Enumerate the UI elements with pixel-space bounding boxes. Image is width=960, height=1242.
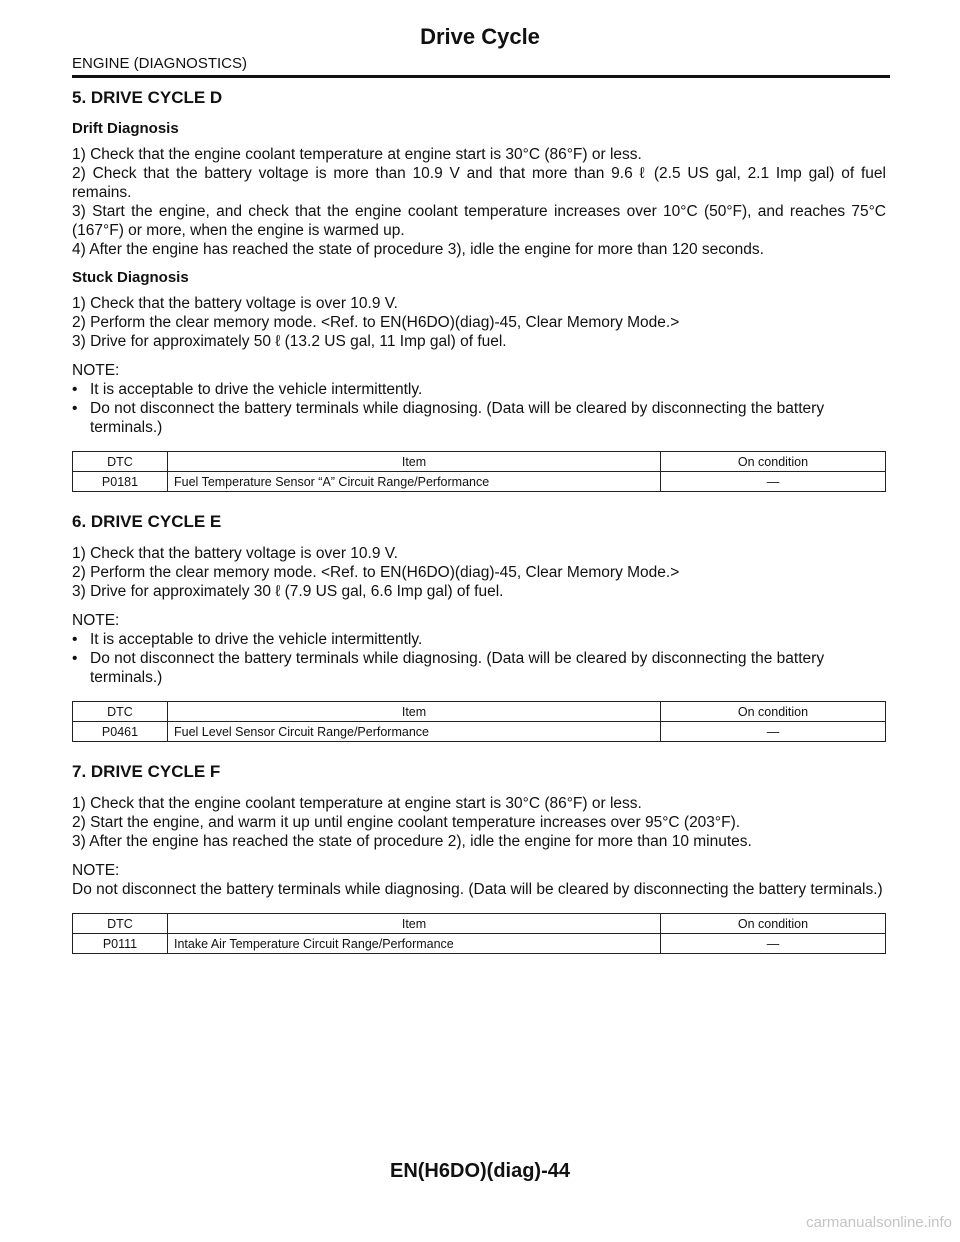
column-header-item: Item bbox=[168, 452, 661, 472]
subsection-heading: Drift Diagnosis bbox=[72, 120, 179, 137]
column-header-on-condition: On condition bbox=[661, 452, 886, 472]
column-header-on-condition: On condition bbox=[661, 702, 886, 722]
step-list bbox=[72, 794, 886, 851]
column-header-dtc: DTC bbox=[73, 452, 168, 472]
page-title: Drive Cycle bbox=[420, 24, 540, 49]
note-block bbox=[72, 861, 886, 899]
page-number: EN(H6DO)(diag)-44 bbox=[389, 1160, 570, 1182]
step-item: 1) Check that the engine coolant temperature at engine start is 30°C (86°F) or less. bbox=[72, 146, 642, 163]
step-list bbox=[72, 145, 886, 259]
table-header-row bbox=[73, 452, 886, 472]
note-label: NOTE: bbox=[72, 862, 120, 879]
note-bullet bbox=[72, 380, 886, 399]
table-row bbox=[73, 722, 886, 742]
note-block bbox=[72, 611, 886, 687]
dtc-code: P0111 bbox=[73, 934, 168, 954]
column-header-dtc: DTC bbox=[73, 702, 168, 722]
dtc-table bbox=[72, 451, 886, 492]
note-label: NOTE: bbox=[72, 362, 120, 379]
note-text: It is acceptable to drive the vehicle intermittently. bbox=[90, 381, 423, 398]
dtc-table bbox=[72, 701, 886, 742]
bullet-icon: • bbox=[72, 631, 78, 648]
note-text: It is acceptable to drive the vehicle intermittently. bbox=[90, 631, 423, 648]
note-bullet bbox=[72, 630, 886, 649]
column-header-item: Item bbox=[168, 702, 661, 722]
dtc-on-condition: — bbox=[661, 722, 886, 742]
step-item: 1) Check that the battery voltage is over 10.9 V. bbox=[72, 545, 398, 562]
header-divider bbox=[72, 75, 890, 78]
step-item: 3) After the engine has reached the state of procedure 2), idle the engine for more than 10 minutes. bbox=[72, 833, 752, 850]
table-header-row bbox=[73, 914, 886, 934]
dtc-item: Fuel Temperature Sensor “A” Circuit Range/Performance bbox=[168, 472, 661, 492]
bullet-icon: • bbox=[72, 650, 78, 667]
step-item: 2) Perform the clear memory mode. <Ref. to EN(H6DO)(diag)-45, Clear Memory Mode.> bbox=[72, 314, 680, 331]
dtc-code: P0181 bbox=[73, 472, 168, 492]
dtc-item: Fuel Level Sensor Circuit Range/Performance bbox=[168, 722, 661, 742]
section-heading: 7. DRIVE CYCLE F bbox=[72, 762, 221, 781]
note-text: Do not disconnect the battery terminals while diagnosing. (Data will be cleared by disconnecting the battery terminals.) bbox=[90, 650, 825, 686]
dtc-code: P0461 bbox=[73, 722, 168, 742]
dtc-item: Intake Air Temperature Circuit Range/Performance bbox=[168, 934, 661, 954]
step-item: 2) Start the engine, and warm it up until engine coolant temperature increases over 95°C (203°F). bbox=[72, 814, 741, 831]
step-item: 1) Check that the battery voltage is over 10.9 V. bbox=[72, 295, 398, 312]
step-item: 3) Drive for approximately 30 ℓ (7.9 US gal, 6.6 Imp gal) of fuel. bbox=[72, 583, 504, 600]
table-row bbox=[73, 934, 886, 954]
dtc-on-condition: — bbox=[661, 934, 886, 954]
dtc-table bbox=[72, 913, 886, 954]
column-header-item: Item bbox=[168, 914, 661, 934]
step-item: 2) Perform the clear memory mode. <Ref. to EN(H6DO)(diag)-45, Clear Memory Mode.> bbox=[72, 564, 680, 581]
step-item: 2) Check that the battery voltage is more than 10.9 V and that more than 9.6 ℓ (2.5 US gal, 2.1 Imp gal) of fuel remains. bbox=[72, 165, 886, 201]
step-list bbox=[72, 294, 886, 351]
note-text: Do not disconnect the battery terminals while diagnosing. (Data will be cleared by disconnecting the battery terminals.) bbox=[72, 881, 883, 898]
bullet-icon: • bbox=[72, 400, 78, 417]
dtc-on-condition: — bbox=[661, 472, 886, 492]
step-item: 3) Start the engine, and check that the engine coolant temperature increases over 10°C (50°F), and reaches 75°C (167°F) or more, when the engine is warmed up. bbox=[72, 203, 886, 239]
note-label: NOTE: bbox=[72, 612, 120, 629]
table-header-row bbox=[73, 702, 886, 722]
note-text: Do not disconnect the battery terminals while diagnosing. (Data will be cleared by disconnecting the battery terminals.) bbox=[90, 400, 825, 436]
section-heading: 5. DRIVE CYCLE D bbox=[72, 88, 223, 107]
note-block bbox=[72, 361, 886, 437]
subsection-heading: Stuck Diagnosis bbox=[72, 269, 189, 286]
step-item: 3) Drive for approximately 50 ℓ (13.2 US gal, 11 Imp gal) of fuel. bbox=[72, 333, 507, 350]
table-row bbox=[73, 472, 886, 492]
step-item: 1) Check that the engine coolant temperature at engine start is 30°C (86°F) or less. bbox=[72, 795, 642, 812]
watermark-text: carmanualsonline.info bbox=[806, 1214, 952, 1231]
step-item: 4) After the engine has reached the state of procedure 3), idle the engine for more than 120 seconds. bbox=[72, 241, 764, 258]
section-label: ENGINE (DIAGNOSTICS) bbox=[72, 55, 248, 72]
column-header-dtc: DTC bbox=[73, 914, 168, 934]
bullet-icon: • bbox=[72, 381, 78, 398]
page-content bbox=[72, 88, 886, 974]
section-heading: 6. DRIVE CYCLE E bbox=[72, 512, 222, 531]
step-list bbox=[72, 544, 886, 601]
note-bullet bbox=[72, 649, 886, 687]
column-header-on-condition: On condition bbox=[661, 914, 886, 934]
note-bullet bbox=[72, 399, 886, 437]
